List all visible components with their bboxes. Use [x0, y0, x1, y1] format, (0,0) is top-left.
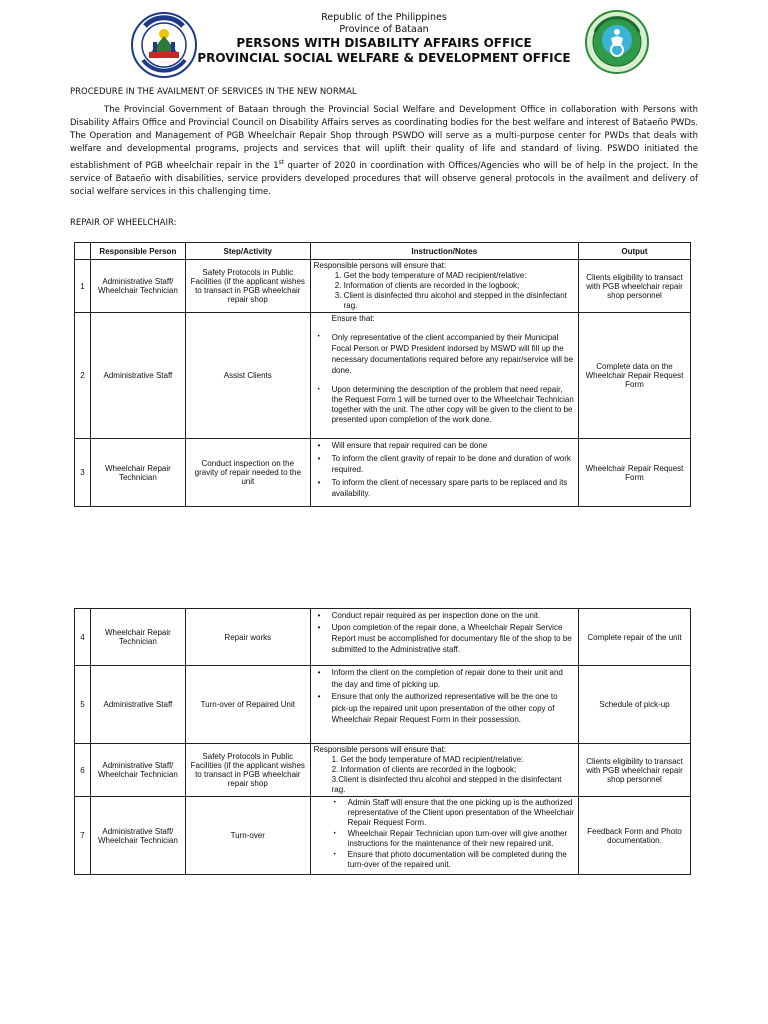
notes-list	[314, 610, 575, 655]
output: Schedule of pick-up	[578, 666, 690, 744]
header-number	[75, 243, 91, 260]
list-item: • Wheelchair Repair Technician upon turn-over will give another instructions for the maintenance of their new repaired unit.	[348, 829, 575, 849]
row-number: 3	[75, 439, 91, 507]
output: Wheelchair Repair Request Form	[578, 439, 690, 507]
procedure-table-part-2	[74, 608, 691, 875]
responsible-person: Administrative Staff/ Wheelchair Technician	[90, 744, 185, 797]
repair-section-title: REPAIR OF WHEELCHAIR:	[70, 218, 177, 228]
list-item: 3. Client is disinfected thru alcohol and stepped in the disinfectant rag.	[344, 291, 575, 311]
table-row	[75, 260, 691, 313]
instruction-notes	[310, 260, 578, 313]
responsible-person: Wheelchair Repair Technician	[90, 439, 185, 507]
list-item: • Inform the client on the completion of repair done to their unit and the day and time of picking up.	[332, 667, 575, 690]
output: Complete repair of the unit	[578, 609, 690, 666]
header-output: Output	[578, 243, 690, 260]
row-number: 5	[75, 666, 91, 744]
table-row	[75, 313, 691, 439]
list-item: • Upon completion of the repair done, a Wheelchair Repair Service Report must be accomplished for documentary file of the shop to be submitted to the Administrative staff.	[332, 622, 575, 655]
step-activity: Assist Clients	[185, 313, 310, 439]
table-row	[75, 744, 691, 797]
intro-superscript: st	[278, 159, 285, 166]
list-item: • Upon determining the description of the problem that need repair, the Request Form 1 will be turned over to the Wheelchair Technician together with the unit. The other copy will be given to the client to be presented upon completion of the work done.	[332, 385, 575, 425]
instruction-notes	[310, 609, 578, 666]
step-activity: Repair works	[185, 609, 310, 666]
list-item: • To inform the client gravity of repair to be done and duration of work required.	[332, 453, 575, 476]
province-line: Province of Bataan	[339, 24, 429, 35]
list-item: • Ensure that photo documentation will be completed during the turn-over of the repaired unit.	[348, 850, 575, 870]
output: Feedback Form and Photo documentation.	[578, 797, 690, 875]
list-item: 2. Information of clients are recorded in the logbook;	[331, 765, 517, 774]
letterhead	[0, 12, 768, 66]
notes-list	[314, 440, 575, 500]
list-item: • Will ensure that repair required can be done	[332, 440, 575, 452]
list-item: • Only representative of the client accompanied by their Municipal Focal Person or PWD President indorsed by MSWD will fill up the necessary documentations required before any repair/service will be done.	[332, 332, 575, 376]
notes-intro: Responsible persons will ensure that:	[313, 745, 447, 754]
table-row	[75, 666, 691, 744]
header-responsible-person: Responsible Person	[90, 243, 185, 260]
step-activity: Turn-over of Repaired Unit	[185, 666, 310, 744]
republic-line: Republic of the Philippines	[321, 12, 447, 23]
output: Complete data on the Wheelchair Repair Request Form	[578, 313, 690, 439]
responsible-person: Administrative Staff	[90, 313, 185, 439]
responsible-person: Administrative Staff/ Wheelchair Technician	[90, 260, 185, 313]
notes-intro: Responsible persons will ensure that:	[313, 261, 447, 270]
list-item: • Conduct repair required as per inspection done on the unit.	[332, 610, 575, 621]
output: Clients eligibility to transact with PGB wheelchair repair shop personnel	[578, 260, 690, 313]
responsible-person: Wheelchair Repair Technician	[90, 609, 185, 666]
intro-text-a: The Provincial Government of Bataan through the Provincial Social Welfare and Development Office in collaboration with Persons with Disability Affairs Office and Provincial Council on Disability Affairs serves as coordinating bodies for the best welfare and interest of Bataeño PWDs. The Operation and Management of PGB Wheelchair Repair Shop through PSWDO will serve as a multi-purpose center for PWDs that deals with welfare and developmental programs, projects and services that will uplift their quality of life and standard of living. PSWDO initiated the establishment of PGB wheelchair repair in the 1	[70, 105, 698, 171]
header-instruction-notes: Instruction/Notes	[310, 243, 578, 260]
list-item: 2. Information of clients are recorded in the logbook;	[344, 281, 575, 291]
responsible-person: Administrative Staff	[90, 666, 185, 744]
list-item: • Ensure that only the authorized representative will be the one to pick-up the repaired unit upon presentation of the other copy of Wheelchair Repair Request Form in their possession.	[332, 691, 575, 726]
output: Clients eligibility to transact with PGB wheelchair repair shop personnel	[578, 744, 690, 797]
intro-paragraph	[70, 104, 698, 199]
step-activity: Turn-over	[185, 797, 310, 875]
notes-intro: Ensure that:	[331, 314, 375, 323]
notes-list	[314, 332, 575, 376]
notes-list	[314, 385, 575, 425]
row-number: 1	[75, 260, 91, 313]
row-number: 7	[75, 797, 91, 875]
row-number: 4	[75, 609, 91, 666]
table-row	[75, 609, 691, 666]
instruction-notes	[310, 666, 578, 744]
row-number: 6	[75, 744, 91, 797]
list-item: • To inform the client of necessary spare parts to be replaced and its availability.	[332, 477, 575, 500]
step-activity: Conduct inspection on the gravity of repair needed to the unit	[185, 439, 310, 507]
header-step-activity: Step/Activity	[185, 243, 310, 260]
row-number: 2	[75, 313, 91, 439]
table-header-row	[75, 243, 691, 260]
procedure-title: PROCEDURE IN THE AVAILMENT OF SERVICES IN THE NEW NORMAL	[70, 87, 357, 97]
notes-list	[314, 667, 575, 726]
office-name-pdao: PERSONS WITH DISABILITY AFFAIRS OFFICE	[236, 36, 532, 50]
instruction-notes	[310, 439, 578, 507]
responsible-person: Administrative Staff/ Wheelchair Technician	[90, 797, 185, 875]
step-activity: Safety Protocols in Public Facilities (if the applicant wishes to transact in PGB wheelchair repair shop	[185, 260, 310, 313]
notes-list	[314, 798, 575, 870]
notes-list	[314, 271, 575, 311]
office-name-pswdo: PROVINCIAL SOCIAL WELFARE & DEVELOPMENT OFFICE	[197, 51, 571, 65]
intro-text-b: quarter of 2020 in coordination with Offices/Agencies who will be of help in the project. In the service of Bataeño with disabilities, service providers developed procedures that will observe general protocols in the availment and delivery of social welfare services in this challenging time.	[70, 160, 698, 197]
table-row	[75, 439, 691, 507]
list-item: 1. Get the body temperature of MAD recipient/relative:	[344, 271, 575, 281]
list-item: 3.Client is disinfected thru alcohol and stepped in the disinfectant rag.	[331, 775, 562, 794]
list-item: • Admin Staff will ensure that the one picking up is the authorized representative of the Client upon presentation of the Wheelchair Repair Request Form.	[348, 798, 575, 828]
procedure-table-part-1	[74, 242, 691, 507]
instruction-notes	[310, 313, 578, 439]
instruction-notes	[310, 797, 578, 875]
list-item: 1. Get the body temperature of MAD recipient/relative:	[331, 755, 524, 764]
instruction-notes	[310, 744, 578, 797]
table-row	[75, 797, 691, 875]
step-activity: Safety Protocols in Public Facilities (if the applicant wishes to transact in PGB wheelchair repair shop	[185, 744, 310, 797]
